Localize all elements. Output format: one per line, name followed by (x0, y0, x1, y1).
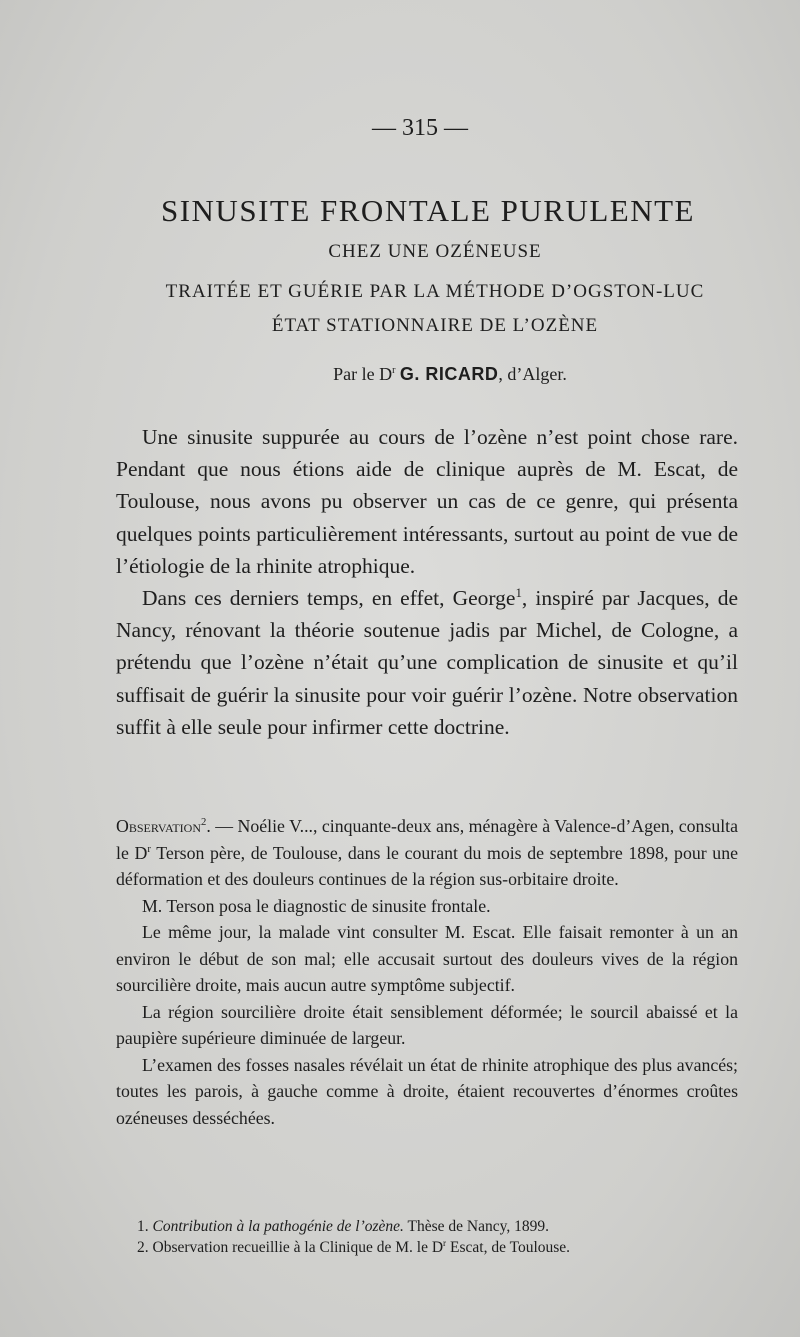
author-byline (140, 364, 760, 385)
footnote-2-sup: r (443, 1238, 447, 1249)
observation-paragraph-4: La région sourcilière droite était sensiblement déformée; le sourcil abaissé et la paupière supérieure diminuée de largeur. (116, 1001, 738, 1048)
footnote-2-text-b: Escat, de Toulouse. (446, 1239, 571, 1256)
footnote-1 (137, 1218, 737, 1236)
subtitle-line-2: TRAITÉE ET GUÉRIE PAR LA MÉTHODE D’OGSTON-LUC (165, 281, 705, 302)
subtitle-line-1: CHEZ UNE OZÉNEUSE (328, 241, 542, 262)
observation-text-a: . — Noélie V..., cinquante-deux ans, ménagère à Valence-d’Agen, consulta le D (116, 816, 738, 863)
observation-paragraph-1 (116, 813, 738, 893)
footnote-1-title: Contribution à la pathogénie de l’ozène. (152, 1218, 404, 1235)
byline-prefix-sup: r (392, 365, 396, 376)
observation-paragraph-5: L’examen des fosses nasales révélait un état de rhinite atrophique des plus avancés; toutes les parois, à gauche comme à droite, étaient recouvertes d’énormes croûtes ozéneuses desséchées. (116, 1054, 738, 1128)
observation-dr-sup: r (147, 842, 151, 855)
byline-suffix: , d’Alger. (498, 364, 567, 384)
footnote-1-number: 1. (137, 1218, 149, 1235)
observation-section (116, 813, 738, 1131)
footnote-1-rest: Thèse de Nancy, 1899. (403, 1218, 549, 1235)
observation-label: Observation (116, 816, 202, 836)
author-name: G. RICARD (399, 364, 499, 384)
observation-text-b: Terson père, de Toulouse, dans le courant du mois de septembre 1898, pour une déformation et des douleurs continues de la région sus-orbitaire droite. (116, 842, 738, 889)
footnote-2 (137, 1239, 737, 1257)
main-text (116, 421, 738, 743)
observation-paragraph-3: Le même jour, la malade vint consulter M. Escat. Elle faisait remonter à un an environ le début de son mal; elle accusait surtout des douleurs vives de la région sourcilière droite, mais aucun autre symptôme subjectif. (116, 922, 738, 995)
footnote-ref-1[interactable]: 1 (515, 585, 522, 600)
footnote-2-number: 2. (137, 1239, 149, 1256)
paragraph-2 (116, 582, 738, 743)
byline-prefix: Par le D (333, 364, 393, 384)
paragraph-1: Une sinusite suppurée au cours de l’ozène n’est point chose rare. Pendant que nous étions aide de clinique auprès de M. Escat, de Toulouse, nous avons pu observer un cas de ce genre, qui présenta quelques points particulièrement intéressants, surtout au point de vue de l’étiologie de la rhinite atrophique. (116, 425, 738, 578)
subtitle-line-3: ÉTAT STATIONNAIRE DE L’OZÈNE (271, 315, 599, 336)
paragraph-2-part-b: , inspiré par Jacques, de Nancy, rénovant la théorie soutenue jadis par Michel, de Cologne, a prétendu que l’ozène n’était qu’une complication de sinusite et qu’il suffisait de guérir la sinusite pour voir guérir l’ozène. Notre observation suffit à elle seule pour infirmer cette doctrine. (116, 586, 739, 739)
observation-paragraph-2: M. Terson posa le diagnostic de sinusite frontale. (142, 895, 491, 916)
paragraph-2-part-a: Dans ces derniers temps, en effet, George (142, 586, 516, 611)
page-number: — 315 — (372, 115, 468, 141)
article-title: SINUSITE FRONTALE PURULENTE (160, 193, 695, 228)
footnote-ref-2[interactable]: 2 (201, 816, 207, 829)
footnote-2-text-a: Observation recueillie à la Clinique de M. le D (152, 1239, 444, 1256)
